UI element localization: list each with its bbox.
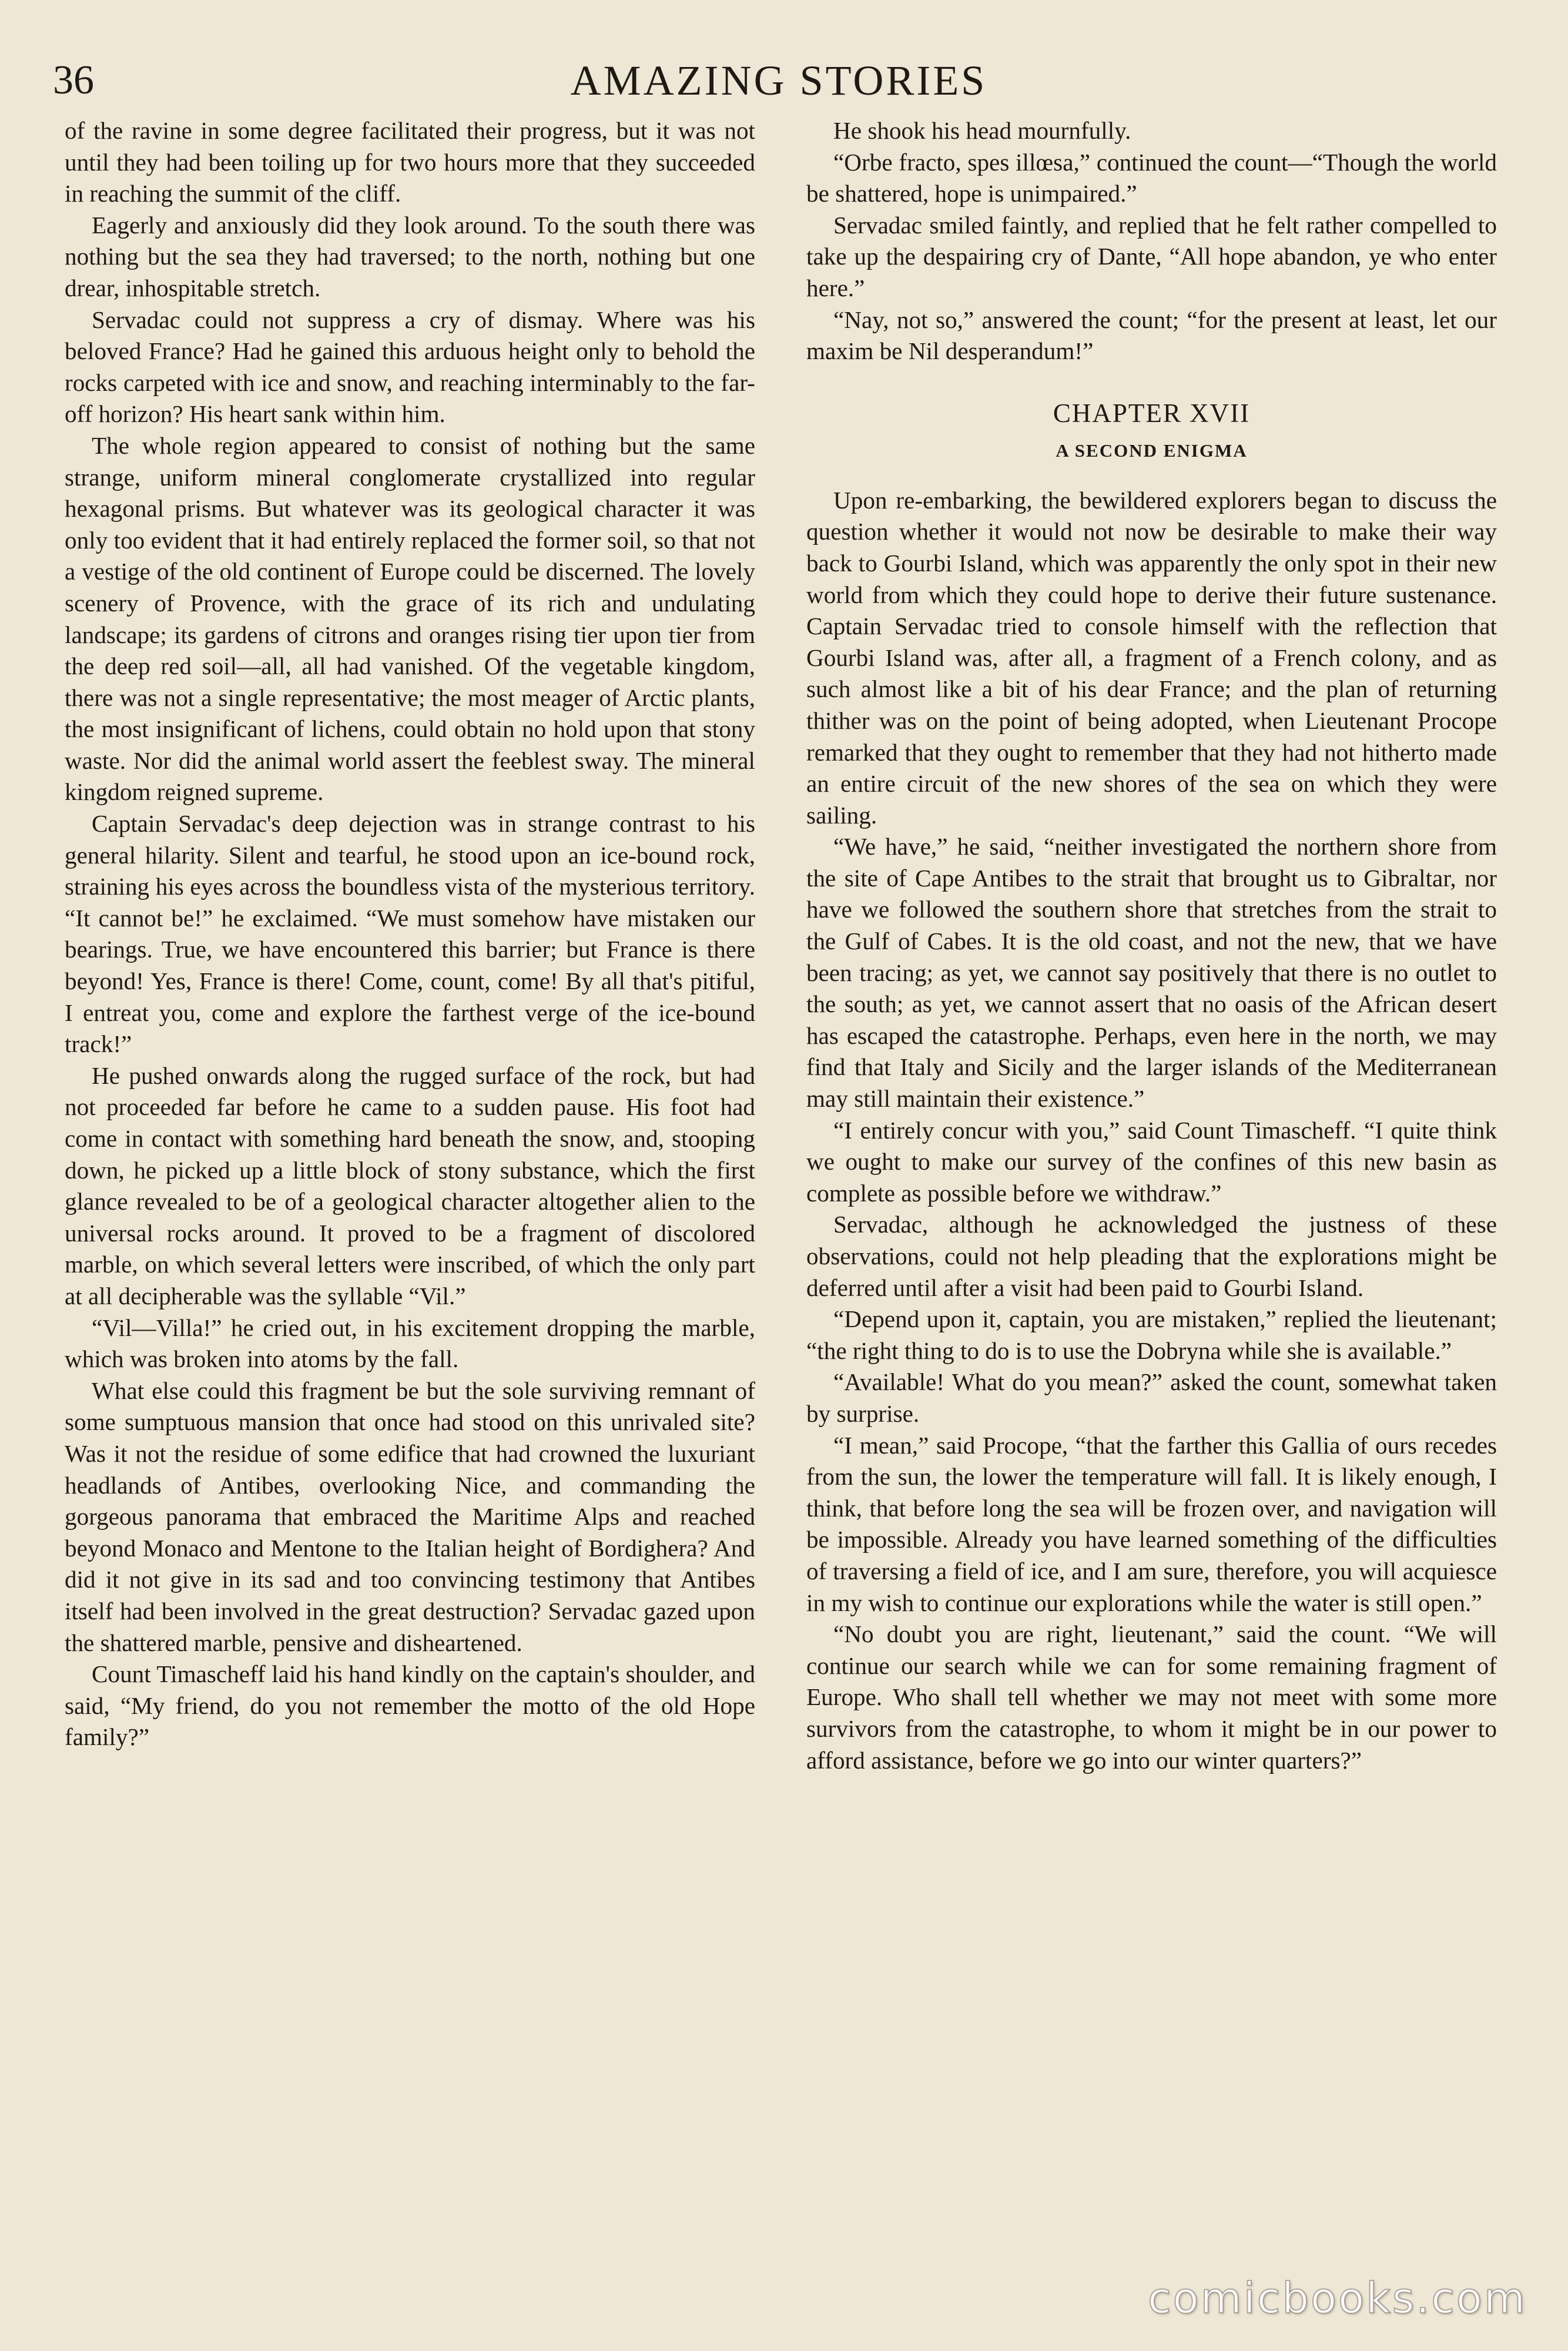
chapter-subtitle: A SECOND ENIGMA (1056, 440, 1248, 461)
running-header (53, 48, 1505, 113)
paragraph: “I entirely concur with you,” said Count Timascheff. “I quite think we ought to make our survey of the confines of this new basin as complete as possible before we withdraw.” (806, 1116, 1497, 1207)
right-column (806, 115, 1497, 1776)
paragraph: Servadac smiled faintly, and replied that he felt rather compelled to take up the despairing cry of Dante, “All hope abandon, ye who enter here.” (806, 211, 1497, 302)
paragraph: Eagerly and anxiously did they look around. To the south there was nothing but the sea they had traversed; to the north, nothing but one drear, inhospitable stretch. (65, 211, 755, 302)
magazine-title: AMAZING STORIES (570, 57, 987, 104)
chapter-heading: CHAPTER XVII (1053, 398, 1251, 428)
watermark: comicbooks.com (1147, 2273, 1527, 2323)
paragraph: of the ravine in some degree facilitated their progress, but it was not until they had been toiling up for two hours more that they succeeded in reaching the summit of the cliff. (65, 117, 755, 207)
paragraph: “Nay, not so,” answered the count; “for the present at least, let our maxim be Nil desperandum!” (806, 306, 1497, 365)
paragraph: He pushed onwards along the rugged surface of the rock, but had not proceeded far before he came to a sudden pause. His foot had come in contact with something hard beneath the snow, and, stooping down, he picked up a little block of stony substance, which the first glance revealed to be of a geological character altogether alien to the universal rocks around. It proved to be a fragment of discolored marble, on which several letters were inscribed, of which the only part at all decipherable was the syllable “Vil.” (65, 1061, 755, 1310)
paragraph: Count Timascheff laid his hand kindly on the captain's shoulder, and said, “My friend, do you not remember the motto of the old Hope family?” (65, 1660, 755, 1751)
page-number: 36 (53, 58, 94, 103)
paragraph: He shook his head mournfully. (833, 117, 1131, 144)
paragraph: Servadac, although he acknowledged the justness of these observations, could not help pleading that the explorations might be deferred until after a visit had been paid to Gourbi Island. (806, 1211, 1497, 1301)
paragraph: Servadac could not suppress a cry of dismay. Where was his beloved France? Had he gained this arduous height only to behold the rocks carpeted with ice and snow, and reaching interminably to the far-off horizon? His heart sank within him. (65, 306, 755, 428)
paragraph: “Orbe fracto, spes illœsa,” continued the count—“Though the world be shattered, hope is unimpaired.” (806, 148, 1497, 207)
paragraph: The whole region appeared to consist of nothing but the same strange, uniform mineral conglomerate crystallized into regular hexagonal prisms. But whatever was its geological character it was only too evident that it had entirely replaced the former soil, so that not a vestige of the old continent of Europe could be discerned. The lovely scenery of Provence, with the grace of its rich and undulating landscape; its gardens of citrons and oranges rising tier upon tier from the deep red soil—all, all had vanished. Of the vegetable kingdom, there was not a single representative; the most meager of Arctic plants, the most insignificant of lichens, could obtain no hold upon that stony waste. Nor did the animal world assert the feeblest sway. The mineral kingdom reigned supreme. (65, 431, 755, 806)
paragraph: “Available! What do you mean?” asked the count, somewhat taken by surprise. (806, 1368, 1497, 1427)
left-column (65, 115, 755, 1753)
paragraph: Upon re-embarking, the bewildered explorers began to discuss the question whether it would not now be desirable to make their way back to Gourbi Island, which was apparently the only spot in their new world from which they could hope to derive their future sustenance. Captain Servadac tried to console himself with the reflection that Gourbi Island was, after all, a fragment of a French colony, and as such almost like a bit of his dear France; and the plan of returning thither was on the point of being adopted, when Lieutenant Procope remarked that they ought to remember that they had not hitherto made an entire circuit of the new shores of the sea on which they were sailing. (806, 486, 1497, 829)
paragraph: “We have,” he said, “neither investigated the northern shore from the site of Cape Antibes to the strait that brought us to Gibraltar, nor have we followed the southern shore that stretches from the strait to the Gulf of Cabes. It is the old coast, and not the new, that we have been tracing; as yet, we cannot say positively that there is no outlet to the south; as yet, we cannot assert that no oasis of the African desert has escaped the catastrophe. Perhaps, even here in the north, we may find that Italy and Sicily and the larger islands of the Mediterranean may still maintain their existence.” (806, 833, 1497, 1113)
paragraph: Captain Servadac's deep dejection was in strange contrast to his general hilarity. Silent and tearful, he stood upon an ice-bound rock, straining his eyes across the boundless vista of the mysterious territory. “It cannot be!” he exclaimed. “We must somehow have mistaken our bearings. True, we have encountered this barrier; but France is there beyond! Yes, France is there! Come, count, come! By all that's pitiful, I entreat you, come and explore the farthest verge of the ice-bound track!” (65, 810, 755, 1058)
paragraph: What else could this fragment be but the sole surviving remnant of some sumptuous mansion that once had stood on this unrivaled site? Was it not the residue of some edifice that had crowned the luxuriant headlands of Antibes, overlooking Nice, and commanding the gorgeous panorama that embraced the Maritime Alps and reached beyond Monaco and Mentone to the Italian height of Bordighera? And did it not give in its sad and too convincing testimony that Antibes itself had been involved in the great destruction? Servadac gazed upon the shattered marble, pensive and disheartened. (65, 1377, 755, 1656)
paragraph: “I mean,” said Procope, “that the farther this Gallia of ours recedes from the sun, the lower the temperature will fall. It is likely enough, I think, that before long the sea will be frozen over, and navigation will be impossible. Already you have learned something of the difficulties of traversing a field of ice, and I am sure, therefore, you will acquiesce in my wish to continue our explorations while the water is still open.” (806, 1431, 1497, 1616)
paragraph: “Vil—Villa!” he cried out, in his excitement dropping the marble, which was broken into atoms by the fall. (65, 1314, 755, 1373)
paragraph: “Depend upon it, captain, you are mistaken,” replied the lieutenant; “the right thing to do is to use the Dobryna while she is available.” (806, 1305, 1497, 1364)
paragraph: “No doubt you are right, lieutenant,” said the count. “We will continue our search while we can for some remaining fragment of Europe. Who shall tell whether we may not meet with some more survivors from the catastrophe, to whom it might be in our power to afford assistance, before we go into our winter quarters?” (806, 1620, 1497, 1774)
